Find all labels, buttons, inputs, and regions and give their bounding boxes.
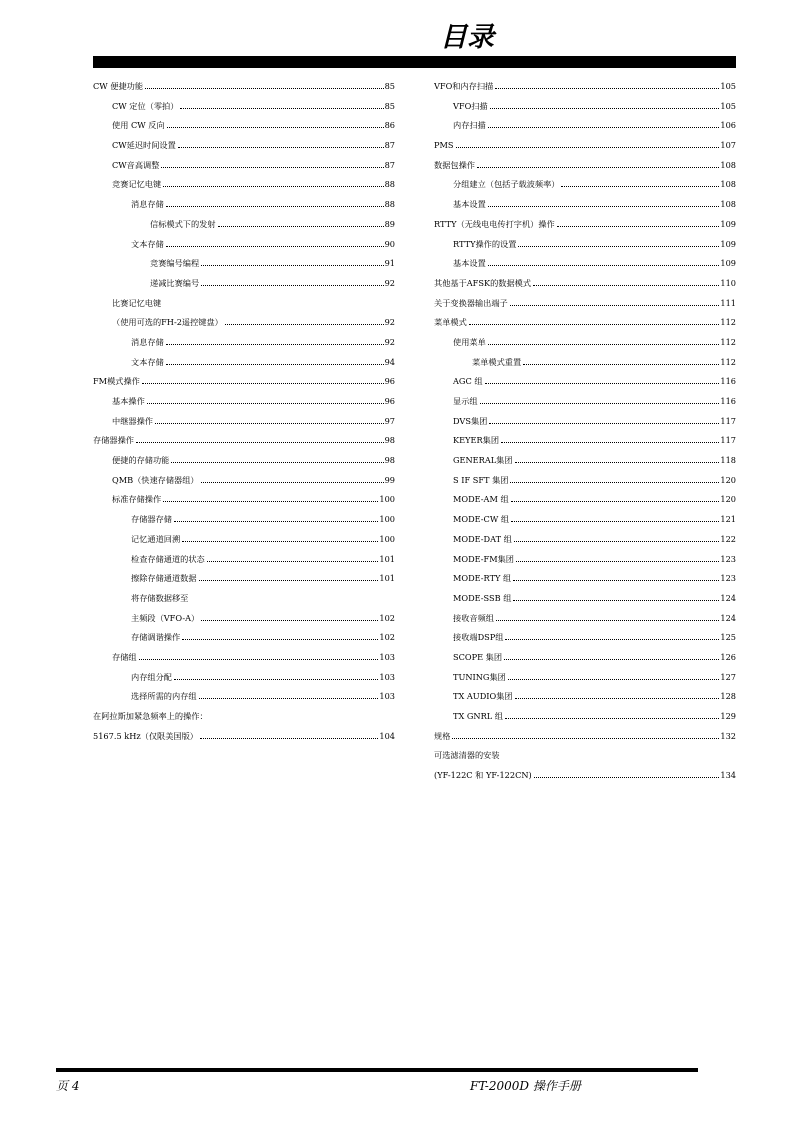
toc-dot-leader (515, 698, 720, 699)
toc-entry-page: 132 (720, 730, 736, 741)
toc-entry[interactable] (434, 298, 736, 318)
toc-dot-leader (166, 344, 384, 345)
toc-entry[interactable] (434, 652, 736, 672)
toc-entry-page: 94 (384, 356, 395, 367)
toc-entry[interactable] (434, 691, 736, 711)
toc-dot-leader (142, 383, 384, 384)
toc-dot-leader (178, 147, 384, 148)
toc-entry-page: 112 (720, 336, 736, 347)
toc-entry-label: 内存扫描 (453, 120, 486, 131)
toc-entry-label: KEYER集团 (453, 435, 500, 446)
toc-entry[interactable] (93, 494, 395, 514)
toc-entry-page: 121 (720, 514, 736, 525)
toc-entry-label: CW音高调整 (112, 159, 160, 170)
toc-entry-page: 124 (720, 612, 736, 623)
toc-entry-page: 98 (384, 435, 395, 446)
toc-entry[interactable] (93, 81, 395, 101)
toc-entry-page: 116 (720, 376, 736, 387)
toc-entry-page: 96 (384, 396, 395, 406)
toc-entry-label: SCOPE 集团 (453, 651, 503, 662)
toc-entry[interactable] (93, 514, 395, 534)
toc-entry[interactable] (93, 120, 395, 140)
toc-dot-leader (174, 521, 378, 522)
toc-entry-label: 规格 (434, 730, 451, 741)
toc-entry-label: RTTY操作的设置 (453, 238, 517, 249)
toc-entry-label: 接收音频组 (453, 612, 494, 623)
toc-entry-page: 122 (720, 533, 736, 544)
toc-entry[interactable] (93, 376, 395, 396)
toc-entry-label: 菜单模式重置 (472, 356, 522, 367)
toc-dot-leader (166, 246, 384, 247)
toc-entry-page: 116 (720, 396, 736, 406)
toc-entry-label: 5167.5 kHz（仅限美国版） (93, 730, 198, 741)
toc-entry[interactable] (93, 278, 395, 298)
toc-dot-leader (207, 561, 379, 562)
toc-dot-leader (167, 127, 384, 128)
toc-entry-label: 使用菜单 (453, 336, 486, 347)
toc-entry-page: 90 (384, 238, 395, 249)
toc-entry-label: 选择所需的内存组 (131, 691, 197, 702)
toc-entry-page: 104 (379, 730, 395, 741)
toc-entry-page: 105 (720, 81, 736, 91)
toc-dot-leader (161, 167, 383, 168)
toc-entry[interactable] (434, 179, 736, 199)
toc-entry[interactable] (434, 514, 736, 534)
header-rule (93, 56, 736, 68)
toc-entry-label: CW 定位（零拍） (112, 100, 179, 111)
toc-entry[interactable] (434, 219, 736, 239)
toc-entry-label: DVS集团 (453, 415, 488, 426)
toc-entry-label: MODE-FM集团 (453, 553, 514, 564)
toc-entry-label: 数据包操作 (434, 159, 475, 170)
toc-entry-label: 基本设置 (453, 199, 486, 210)
toc-entry[interactable] (93, 613, 395, 633)
toc-dot-leader (469, 324, 720, 325)
toc-entry-label: VFO扫描 (453, 100, 488, 111)
toc-dot-leader (225, 324, 384, 325)
toc-dot-leader (199, 698, 379, 699)
toc-entry-page: 103 (379, 651, 395, 662)
toc-entry-page: 109 (720, 218, 736, 229)
toc-entry-label: 竞赛记忆电键 (112, 179, 162, 190)
toc-entry-page: 106 (720, 120, 736, 131)
toc-entry-page: 99 (384, 474, 395, 485)
toc-entry-page: 87 (384, 140, 395, 151)
toc-entry-label: MODE-CW 组 (453, 514, 510, 525)
toc-entry-page: 86 (384, 120, 395, 131)
toc-entry-label: 竞赛编号编程 (150, 258, 200, 269)
toc-entry[interactable] (434, 396, 736, 416)
toc-entry-page: 109 (720, 258, 736, 269)
toc-entry-label: MODE-RTY 组 (453, 573, 512, 584)
toc-entry-label: 存储组 (112, 651, 137, 662)
toc-entry-page: 101 (379, 573, 395, 584)
toc-entry[interactable] (93, 239, 395, 259)
toc-entry-label: 便捷的存储功能 (112, 455, 170, 466)
toc-entry-page: 100 (379, 514, 395, 525)
toc-entry[interactable] (93, 691, 395, 711)
toc-dot-leader (495, 88, 719, 89)
toc-dot-leader (180, 108, 383, 109)
toc-entry-label: 关于变换器输出端子 (434, 297, 508, 308)
toc-entry[interactable] (93, 337, 395, 357)
toc-dot-leader (182, 639, 378, 640)
toc-dot-leader (496, 620, 719, 621)
toc-entry-page: 100 (379, 533, 395, 544)
toc-entry[interactable] (93, 298, 395, 318)
toc-entry-page: 125 (720, 632, 736, 643)
toc-entry[interactable] (434, 101, 736, 121)
toc-dot-leader (488, 344, 720, 345)
toc-dot-leader (166, 364, 384, 365)
toc-entry-page: 102 (379, 632, 395, 643)
toc-right-column (434, 81, 736, 790)
toc-entry[interactable] (434, 632, 736, 652)
toc-entry-page: 118 (720, 455, 736, 466)
toc-dot-leader (533, 285, 719, 286)
toc-dot-leader (480, 403, 720, 404)
page-title: 目录 (440, 22, 494, 53)
toc-entry-label: TX AUDIO集团 (453, 691, 513, 702)
toc-entry-page: 88 (384, 179, 395, 190)
toc-dot-leader (513, 580, 719, 581)
toc-dot-leader (136, 442, 384, 443)
toc-entry[interactable] (434, 258, 736, 278)
toc-entry-label: VFO和内存扫描 (434, 81, 494, 91)
toc-dot-leader (139, 659, 379, 660)
toc-dot-leader (534, 777, 720, 778)
toc-entry[interactable] (434, 475, 736, 495)
toc-entry-page: 117 (720, 415, 736, 426)
toc-dot-leader (511, 501, 720, 502)
toc-dot-leader (199, 580, 379, 581)
toc-entry[interactable] (93, 652, 395, 672)
toc-entry[interactable] (93, 554, 395, 574)
toc-dot-leader (501, 442, 719, 443)
toc-entry-page: 96 (384, 376, 395, 387)
toc-entry-label: 在阿拉斯加紧急频率上的操作： (93, 711, 208, 721)
toc-entry-label: 其他基于AFSK的数据模式 (434, 277, 532, 288)
toc-entry[interactable] (434, 731, 736, 751)
toc-entry-label: 使用 CW 反向 (112, 120, 165, 131)
toc-entry[interactable] (434, 770, 736, 790)
toc-entry[interactable] (93, 396, 395, 416)
toc-entry-page: 91 (384, 258, 395, 269)
toc-entry[interactable] (93, 731, 395, 751)
toc-dot-leader (510, 482, 719, 483)
toc-entry-page: 123 (720, 573, 736, 584)
toc-entry-page: 97 (384, 415, 395, 426)
toc-entry[interactable] (434, 573, 736, 593)
toc-entry-page: 127 (720, 671, 736, 682)
toc-entry[interactable] (434, 435, 736, 455)
toc-entry[interactable] (434, 357, 736, 377)
toc-entry[interactable] (434, 81, 736, 101)
toc-entry-label: 分组建立（包括子载波频率） (453, 179, 560, 190)
toc-dot-leader (513, 600, 719, 601)
toc-entry-page: 92 (384, 336, 395, 347)
toc-entry-page: 103 (379, 671, 395, 682)
toc-entry-page: 110 (720, 277, 736, 288)
toc-entry-page: 87 (384, 159, 395, 170)
toc-entry-page: 120 (720, 474, 736, 485)
toc-entry-label: MODE-SSB 组 (453, 592, 512, 603)
toc-entry-label: S IF SFT 集团 (453, 474, 509, 485)
toc-dot-leader (200, 738, 378, 739)
toc-entry[interactable] (434, 160, 736, 180)
toc-dot-leader (147, 403, 384, 404)
toc-entry-page: 85 (384, 100, 395, 111)
toc-entry[interactable] (434, 455, 736, 475)
toc-entry-label: CW 便捷功能 (93, 81, 144, 91)
toc-entry[interactable] (93, 435, 395, 455)
toc-entry[interactable] (93, 219, 395, 239)
toc-entry-page: 92 (384, 317, 395, 328)
toc-entry-page: 128 (720, 691, 736, 702)
toc-entry-label: （使用可选的FH-2遥控键盘） (112, 317, 223, 328)
toc-entry-page: 88 (384, 199, 395, 210)
toc-entry[interactable] (434, 317, 736, 337)
toc-entry-label: CW延迟时间设置 (112, 140, 176, 151)
toc-entry-page: 101 (379, 553, 395, 564)
toc-entry-label: AGC 组 (453, 376, 483, 387)
toc-dot-leader (171, 462, 383, 463)
toc-entry-label: MODE-DAT 组 (453, 533, 512, 544)
toc-entry[interactable] (93, 632, 395, 652)
toc-entry-label: TX GNRL 组 (453, 711, 503, 721)
toc-entry[interactable] (93, 258, 395, 278)
toc-entry[interactable] (434, 278, 736, 298)
toc-entry-label: 擦除存储通道数据 (131, 573, 197, 584)
toc-entry-page: 89 (384, 218, 395, 229)
toc-entry[interactable] (434, 554, 736, 574)
toc-entry-label: 信标模式下的发射 (150, 218, 216, 229)
toc-entry-label: 将存储数据移至 (131, 592, 189, 603)
toc-entry-label: MODE-AM 组 (453, 494, 509, 505)
toc-dot-leader (489, 423, 719, 424)
toc-entry-label: RTTY（无线电电传打字机）操作 (434, 218, 555, 229)
toc-entry-page: 92 (384, 277, 395, 288)
toc-entry-label: 存储器操作 (93, 435, 134, 446)
toc-dot-leader (163, 501, 378, 502)
toc-entry[interactable] (93, 357, 395, 377)
toc-entry-page: 105 (720, 100, 736, 111)
toc-dot-leader (514, 541, 720, 542)
toc-entry-label: 内存组分配 (131, 671, 172, 682)
toc-dot-leader (182, 541, 378, 542)
toc-entry[interactable] (93, 160, 395, 180)
toc-entry-label: 文本存储 (131, 356, 164, 367)
toc-entry[interactable] (93, 593, 395, 613)
toc-entry-page: 123 (720, 553, 736, 564)
toc-entry[interactable] (93, 455, 395, 475)
toc-entry-label: 消息存储 (131, 336, 164, 347)
toc-entry-page: 102 (379, 612, 395, 623)
toc-entry[interactable] (434, 593, 736, 613)
toc-entry-label: 接收端DSP组 (453, 632, 504, 643)
toc-entry-label: 标准存储操作 (112, 494, 162, 505)
toc-entry[interactable] (434, 140, 736, 160)
toc-entry[interactable] (434, 239, 736, 259)
toc-entry[interactable] (434, 672, 736, 692)
footer-rule (56, 1068, 698, 1072)
toc-entry-page: 111 (720, 297, 736, 308)
toc-entry[interactable] (93, 573, 395, 593)
toc-entry[interactable] (434, 711, 736, 731)
toc-entry[interactable] (434, 376, 736, 396)
toc-entry-label: PMS (434, 140, 454, 151)
toc-dot-leader (155, 423, 384, 424)
toc-dot-leader (505, 718, 719, 719)
toc-entry-page: 108 (720, 199, 736, 210)
toc-entry[interactable] (93, 317, 395, 337)
toc-entry-label: 主频段（VFO-A） (131, 612, 200, 623)
toc-dot-leader (201, 620, 378, 621)
toc-entry-page: 124 (720, 592, 736, 603)
toc-entry-label: GENERAL集团 (453, 455, 513, 466)
toc-dot-leader (485, 383, 720, 384)
footer-manual-title: FT-2000D 操作手册 (470, 1079, 581, 1093)
toc-dot-leader (218, 226, 384, 227)
toc-dot-leader (505, 639, 719, 640)
toc-entry[interactable] (434, 199, 736, 219)
toc-entry-page: 108 (720, 159, 736, 170)
toc-dot-leader (163, 186, 383, 187)
toc-entry-page: 126 (720, 651, 736, 662)
toc-entry-label: 基本设置 (453, 258, 486, 269)
toc-dot-leader (201, 265, 383, 266)
toc-dot-leader (561, 186, 719, 187)
toc-entry-label: 比赛记忆电键 (112, 297, 162, 308)
toc-dot-leader (518, 246, 719, 247)
toc-entry-label: 消息存储 (131, 199, 164, 210)
toc-entry[interactable] (434, 534, 736, 554)
toc-entry-page: 107 (720, 140, 736, 151)
toc-entry[interactable] (93, 199, 395, 219)
toc-dot-leader (201, 285, 383, 286)
toc-dot-leader (488, 206, 720, 207)
toc-entry-page: 100 (379, 494, 395, 505)
toc-entry[interactable] (93, 416, 395, 436)
toc-entry[interactable] (93, 475, 395, 495)
toc-entry[interactable] (434, 613, 736, 633)
toc-entry[interactable] (93, 534, 395, 554)
toc-entry-page: 103 (379, 691, 395, 702)
toc-dot-leader (516, 561, 719, 562)
toc-dot-leader (452, 738, 719, 739)
toc-entry-page: 109 (720, 238, 736, 249)
toc-entry-label: FM模式操作 (93, 376, 140, 387)
toc-entry-page: 85 (384, 81, 395, 91)
toc-entry-page: 134 (720, 770, 736, 781)
toc-entry[interactable] (93, 179, 395, 199)
toc-entry-label: 基本操作 (112, 396, 145, 406)
toc-dot-leader (504, 659, 719, 660)
toc-entry-label: (YF-122C 和 YF-122CN) (434, 770, 532, 781)
toc-entry[interactable] (434, 494, 736, 514)
toc-dot-leader (166, 206, 384, 207)
toc-dot-leader (201, 482, 384, 483)
toc-dot-leader (511, 521, 719, 522)
toc-entry-label: 存储器存储 (131, 514, 172, 525)
footer-page-number: 页 4 (56, 1079, 80, 1093)
toc-entry-label: 存储调谐操作 (131, 632, 181, 643)
toc-entry-page: 129 (720, 711, 736, 721)
toc-entry[interactable] (93, 711, 395, 731)
toc-dot-leader (174, 679, 378, 680)
toc-dot-leader (488, 265, 720, 266)
toc-entry[interactable] (434, 750, 736, 770)
toc-dot-leader (510, 305, 720, 306)
toc-entry-label: 检查存储通道的状态 (131, 553, 205, 564)
toc-dot-leader (508, 679, 720, 680)
toc-dot-leader (488, 127, 720, 128)
toc-entry[interactable] (93, 672, 395, 692)
toc-entry[interactable] (434, 337, 736, 357)
toc-entry[interactable] (434, 416, 736, 436)
toc-dot-leader (456, 147, 720, 148)
toc-left-column (93, 81, 395, 750)
toc-entry-page: 120 (720, 494, 736, 505)
toc-entry-page: 112 (720, 356, 736, 367)
toc-dot-leader (515, 462, 720, 463)
toc-entry-label: 可选滤清器的安装 (434, 750, 500, 761)
toc-dot-leader (490, 108, 720, 109)
toc-dot-leader (557, 226, 720, 227)
toc-entry-label: 文本存储 (131, 238, 164, 249)
toc-entry-label: 递减比赛编号 (150, 277, 200, 288)
toc-entry-page: 117 (720, 435, 736, 446)
toc-entry-label: 显示组 (453, 396, 478, 406)
toc-entry-page: 108 (720, 179, 736, 190)
toc-dot-leader (477, 167, 719, 168)
toc-entry[interactable] (93, 140, 395, 160)
toc-entry-label: 中继器操作 (112, 415, 153, 426)
toc-entry-page: 112 (720, 317, 736, 328)
toc-entry-label: 记忆通道回溯 (131, 533, 181, 544)
toc-entry[interactable] (93, 101, 395, 121)
toc-entry-label: QMB（快速存储器组） (112, 474, 199, 485)
toc-dot-leader (145, 88, 384, 89)
toc-entry-label: 菜单模式 (434, 317, 467, 328)
toc-entry-page: 98 (384, 455, 395, 466)
toc-dot-leader (523, 364, 719, 365)
toc-entry[interactable] (434, 120, 736, 140)
toc-entry-label: TUNING集团 (453, 671, 506, 682)
